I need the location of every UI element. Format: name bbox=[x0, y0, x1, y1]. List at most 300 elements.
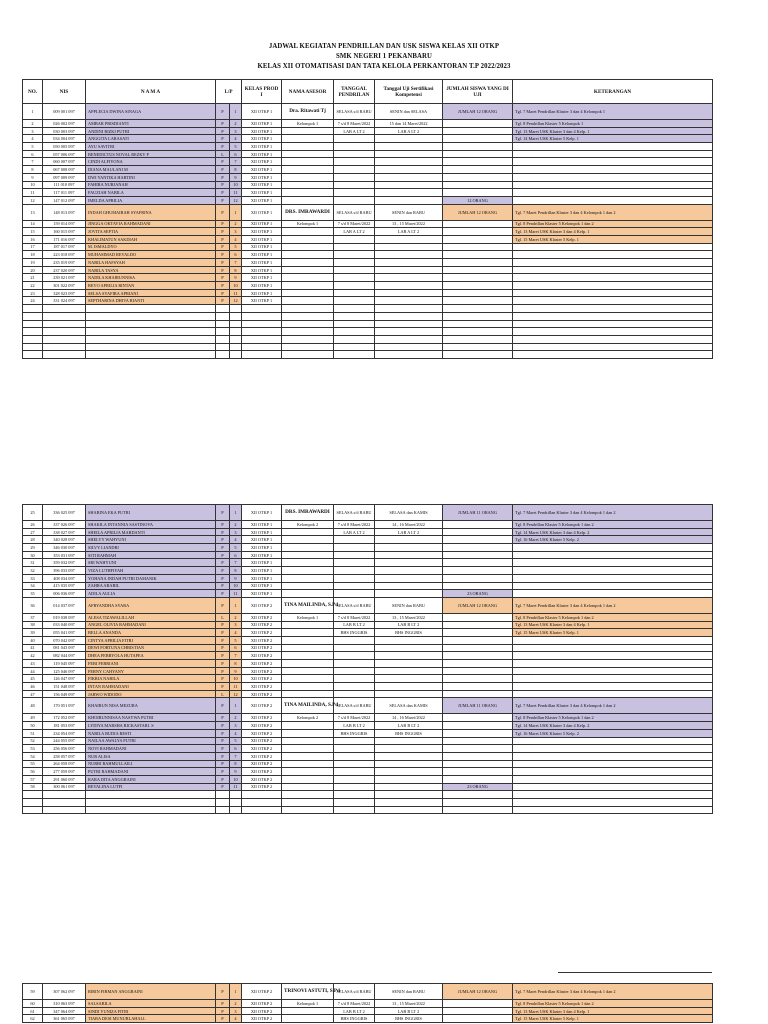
gender-cell: P bbox=[216, 259, 230, 267]
gender-cell: P bbox=[216, 204, 230, 220]
exam-date-cell: 14 , 16 Maret/2022 bbox=[375, 521, 443, 529]
student-name: INDAH GHUMAIRAH SYAFRINA bbox=[86, 204, 216, 220]
assessor-cell bbox=[282, 259, 334, 267]
group-number: 4 bbox=[230, 235, 242, 243]
exam-date-cell: 15 dan 14 Maret/2022 bbox=[375, 120, 443, 128]
gender-cell: L bbox=[216, 150, 230, 158]
row-number: 61 bbox=[23, 1007, 43, 1015]
notes-cell: Tgl. 15 Maret USK Klaster 5 Kelp. 1 bbox=[513, 235, 713, 243]
row-number: 12 bbox=[23, 196, 43, 204]
exam-date-cell: LAB B LT 2 bbox=[375, 722, 443, 730]
empty-cell bbox=[443, 305, 513, 313]
notes-cell bbox=[513, 173, 713, 181]
table-row bbox=[23, 629, 713, 637]
student-count-cell bbox=[443, 574, 513, 582]
student-count-cell bbox=[443, 259, 513, 267]
nis-cell: 160 015 097 bbox=[43, 228, 86, 236]
student-count-cell bbox=[443, 722, 513, 730]
schedule-table-2 bbox=[22, 504, 713, 814]
row-number: 38 bbox=[23, 621, 43, 629]
notes-cell bbox=[513, 251, 713, 259]
exam-date-cell bbox=[375, 150, 443, 158]
empty-cell bbox=[282, 351, 334, 359]
class-cell: XII OTKP 2 bbox=[242, 597, 282, 613]
nis-cell: 119 045 097 bbox=[43, 660, 86, 668]
assessor-cell bbox=[282, 667, 334, 675]
exam-date-cell bbox=[375, 590, 443, 598]
group-number: 12 bbox=[230, 196, 242, 204]
group-number: 2 bbox=[230, 521, 242, 529]
nis-cell: 346 030 097 bbox=[43, 544, 86, 552]
empty-cell bbox=[334, 328, 375, 336]
student-name: INTAN RAHMADANI bbox=[86, 683, 216, 691]
empty-cell bbox=[282, 335, 334, 343]
assessor-cell bbox=[282, 289, 334, 297]
gender-cell: P bbox=[216, 775, 230, 783]
table-row bbox=[23, 173, 713, 181]
nis-cell: 328 023 097 bbox=[43, 289, 86, 297]
empty-cell bbox=[443, 351, 513, 359]
nis-cell: 055 041 097 bbox=[43, 629, 86, 637]
drill-date-cell: BHS INGGRIS bbox=[334, 1015, 375, 1023]
row-number: 11 bbox=[23, 189, 43, 197]
student-name: CINTYA APRILIA FITRI bbox=[86, 636, 216, 644]
nis-cell: 060 007 097 bbox=[43, 158, 86, 166]
student-count-cell bbox=[443, 745, 513, 753]
empty-cell bbox=[86, 305, 216, 313]
student-count-cell bbox=[443, 544, 513, 552]
student-name: REVO APRILIA RINTAN bbox=[86, 282, 216, 290]
empty-cell bbox=[216, 806, 230, 814]
nis-cell: 340 028 097 bbox=[43, 536, 86, 544]
assessor-cell bbox=[282, 644, 334, 652]
group-number: 4 bbox=[230, 729, 242, 737]
student-name: PUTRI RAHMADANI bbox=[86, 768, 216, 776]
exam-date-cell bbox=[375, 760, 443, 768]
empty-cell bbox=[334, 806, 375, 814]
exam-date-cell bbox=[375, 544, 443, 552]
group-number: 2 bbox=[230, 120, 242, 128]
row-number: 14 bbox=[23, 220, 43, 228]
student-count-cell bbox=[443, 551, 513, 559]
group-number: 12 bbox=[230, 297, 242, 305]
assessor-cell bbox=[282, 1015, 334, 1023]
gender-cell: P bbox=[216, 1000, 230, 1008]
notes-cell: Tgl. 8 Pendrillan Klaster 5 Kelompok 1 dan 2 bbox=[513, 613, 713, 621]
gender-cell: P bbox=[216, 1015, 230, 1023]
table-row bbox=[23, 613, 713, 621]
assessor-cell bbox=[282, 551, 334, 559]
empty-cell bbox=[334, 791, 375, 799]
empty-cell bbox=[216, 799, 230, 807]
group-number: 2 bbox=[230, 714, 242, 722]
exam-date-cell bbox=[375, 574, 443, 582]
exam-date-cell bbox=[375, 135, 443, 143]
notes-cell: Tgl. 7 Maret Pendrillan Klaster 3 dan 4 Kelompok 1 dan 2 bbox=[513, 984, 713, 1000]
empty-cell bbox=[513, 328, 713, 336]
title-line-2: SMK NEGERI 1 PEKANBARU bbox=[335, 53, 433, 60]
row-number: 44 bbox=[23, 667, 43, 675]
empty-cell bbox=[242, 806, 282, 814]
student-count-cell bbox=[443, 582, 513, 590]
class-cell: XII OTKP 1 bbox=[242, 251, 282, 259]
empty-cell bbox=[230, 305, 242, 313]
drill-date-cell bbox=[334, 196, 375, 204]
student-name: SRI WAHYUNI bbox=[86, 559, 216, 567]
nis-cell: 235 019 097 bbox=[43, 259, 86, 267]
notes-cell: Tgl. 8 Pendrillan Klaster 5 Kelompok 1 dan 2 bbox=[513, 714, 713, 722]
student-name: NABILA HAFSYAH bbox=[86, 259, 216, 267]
notes-cell bbox=[513, 196, 713, 204]
notes-cell bbox=[513, 590, 713, 598]
nis-cell: 050 005 097 bbox=[43, 143, 86, 151]
row-number: 13 bbox=[23, 204, 43, 220]
gender-cell: P bbox=[216, 274, 230, 282]
group-number: 6 bbox=[230, 251, 242, 259]
notes-cell bbox=[513, 559, 713, 567]
gender-cell: P bbox=[216, 551, 230, 559]
group-number: 7 bbox=[230, 652, 242, 660]
gender-cell: P bbox=[216, 629, 230, 637]
gender-cell: P bbox=[216, 636, 230, 644]
exam-date-cell bbox=[375, 166, 443, 174]
gender-cell: P bbox=[216, 783, 230, 791]
empty-row bbox=[23, 791, 713, 799]
group-number: 10 bbox=[230, 775, 242, 783]
empty-cell bbox=[242, 305, 282, 313]
empty-cell bbox=[23, 791, 43, 799]
drill-date-cell: LAB B LT 2 bbox=[334, 722, 375, 730]
assessor-cell: Dra. Ritawati Tj bbox=[282, 104, 334, 120]
class-cell: XII OTKP 1 bbox=[242, 196, 282, 204]
student-name: FERNY CAHYANY bbox=[86, 667, 216, 675]
table-row bbox=[23, 204, 713, 220]
assessor-cell bbox=[282, 752, 334, 760]
student-count-cell: JUMLAH 12 ORANG bbox=[443, 104, 513, 120]
student-count-cell bbox=[443, 243, 513, 251]
student-name: SHELVY WAHYUNI bbox=[86, 536, 216, 544]
empty-cell bbox=[43, 799, 86, 807]
group-number: 9 bbox=[230, 667, 242, 675]
group-number: 10 bbox=[230, 582, 242, 590]
empty-cell bbox=[282, 806, 334, 814]
assessor-cell bbox=[282, 760, 334, 768]
group-number: 9 bbox=[230, 173, 242, 181]
student-name: KHOIRUNNISAA NASYWA PUTRI bbox=[86, 714, 216, 722]
empty-cell bbox=[86, 320, 216, 328]
class-cell: XII OTKP 1 bbox=[242, 274, 282, 282]
student-name: KHAIRUN NISA MEZURA bbox=[86, 698, 216, 714]
empty-cell bbox=[43, 343, 86, 351]
group-number: 4 bbox=[230, 1015, 242, 1023]
assessor-cell bbox=[282, 251, 334, 259]
assessor-cell: DRS. IMRAWARDI bbox=[282, 204, 334, 220]
group-number: 6 bbox=[230, 745, 242, 753]
exam-date-cell bbox=[375, 559, 443, 567]
nis-cell: 408 034 097 bbox=[43, 574, 86, 582]
table-row bbox=[23, 752, 713, 760]
notes-cell bbox=[513, 181, 713, 189]
assessor-cell bbox=[282, 783, 334, 791]
empty-cell bbox=[216, 343, 230, 351]
drill-date-cell bbox=[334, 251, 375, 259]
drill-date-cell: SELASA s/d RABU bbox=[334, 597, 375, 613]
row-number: 8 bbox=[23, 166, 43, 174]
assessor-cell bbox=[282, 536, 334, 544]
notes-cell: Tgl. 7 Maret Pendrillan Klaster 3 dan 4 Kelompok 1 bbox=[513, 104, 713, 120]
group-number: 4 bbox=[230, 135, 242, 143]
empty-cell bbox=[242, 320, 282, 328]
exam-date-cell: LAB A LT 2 bbox=[375, 127, 443, 135]
notes-cell bbox=[513, 567, 713, 575]
group-number: 8 bbox=[230, 760, 242, 768]
header-lp: L/P bbox=[216, 80, 242, 104]
drill-date-cell bbox=[334, 173, 375, 181]
gender-cell: P bbox=[216, 181, 230, 189]
exam-date-cell: 13 , 15 Maret/2022 bbox=[375, 220, 443, 228]
class-cell: XII OTKP 2 bbox=[242, 629, 282, 637]
drill-date-cell: LAB A LT 2 bbox=[334, 228, 375, 236]
table-row bbox=[23, 505, 713, 521]
empty-cell bbox=[282, 320, 334, 328]
group-number: 11 bbox=[230, 289, 242, 297]
empty-cell bbox=[216, 791, 230, 799]
row-number: 3 bbox=[23, 127, 43, 135]
empty-cell bbox=[282, 799, 334, 807]
row-number: 55 bbox=[23, 760, 43, 768]
gender-cell: P bbox=[216, 760, 230, 768]
student-name: DIANA MAULANI M bbox=[86, 166, 216, 174]
empty-cell bbox=[230, 335, 242, 343]
group-number: 5 bbox=[230, 636, 242, 644]
empty-cell bbox=[513, 343, 713, 351]
empty-cell bbox=[334, 343, 375, 351]
student-name: JARWO WIDODO bbox=[86, 690, 216, 698]
table-row bbox=[23, 521, 713, 529]
notes-cell bbox=[513, 544, 713, 552]
row-number: 22 bbox=[23, 282, 43, 290]
empty-cell bbox=[242, 328, 282, 336]
class-cell: XII OTKP 1 bbox=[242, 559, 282, 567]
drill-date-cell bbox=[334, 737, 375, 745]
student-name: AMBAR PRISDIANTI bbox=[86, 120, 216, 128]
nis-cell: 234 054 097 bbox=[43, 729, 86, 737]
gender-cell: P bbox=[216, 559, 230, 567]
row-number: 9 bbox=[23, 173, 43, 181]
group-number: 1 bbox=[230, 204, 242, 220]
student-count-cell: JUMLAH 12 ORANG bbox=[443, 984, 513, 1000]
nis-cell: 347 064 097 bbox=[43, 1007, 86, 1015]
drill-date-cell bbox=[334, 752, 375, 760]
notes-cell bbox=[513, 574, 713, 582]
notes-cell bbox=[513, 667, 713, 675]
student-count-cell bbox=[443, 127, 513, 135]
row-number: 16 bbox=[23, 235, 43, 243]
gender-cell: P bbox=[216, 536, 230, 544]
empty-cell bbox=[334, 799, 375, 807]
student-count-cell bbox=[443, 629, 513, 637]
gender-cell: P bbox=[216, 135, 230, 143]
notes-cell bbox=[513, 683, 713, 691]
empty-cell bbox=[375, 312, 443, 320]
student-count-cell bbox=[443, 266, 513, 274]
class-cell: XII OTKP 1 bbox=[242, 544, 282, 552]
row-number: 30 bbox=[23, 551, 43, 559]
nis-cell: 033 040 097 bbox=[43, 621, 86, 629]
header-uji: Tanggal Uji Sertifikasi Kompetensi bbox=[375, 80, 443, 104]
assessor-cell: Kelompok 1 bbox=[282, 120, 334, 128]
notes-cell bbox=[513, 166, 713, 174]
group-number: 11 bbox=[230, 189, 242, 197]
exam-date-cell: BHS INGGRIS bbox=[375, 629, 443, 637]
notes-cell: Tgl. 8 Pendrillan Klaster 5 Kelompok 1 bbox=[513, 120, 713, 128]
empty-cell bbox=[334, 320, 375, 328]
empty-cell bbox=[375, 351, 443, 359]
exam-date-cell bbox=[375, 675, 443, 683]
exam-date-cell bbox=[375, 775, 443, 783]
header-tanggal: TANGGAL PENDRILAN bbox=[334, 80, 375, 104]
exam-date-cell bbox=[375, 274, 443, 282]
separator-line bbox=[558, 972, 712, 973]
table-row bbox=[23, 544, 713, 552]
group-number: 11 bbox=[230, 590, 242, 598]
student-name: REVALINA LUTFI bbox=[86, 783, 216, 791]
class-cell: XII OTKP 1 bbox=[242, 243, 282, 251]
student-name: TIARA DESI MUNURLAHALL bbox=[86, 1015, 216, 1023]
student-count-cell bbox=[443, 143, 513, 151]
group-number: 3 bbox=[230, 722, 242, 730]
nis-cell: 026 002 097 bbox=[43, 120, 86, 128]
table-row bbox=[23, 567, 713, 575]
group-number: 4 bbox=[230, 629, 242, 637]
gender-cell: P bbox=[216, 667, 230, 675]
table-row bbox=[23, 1007, 713, 1015]
class-cell: XII OTKP 2 bbox=[242, 675, 282, 683]
group-number: 5 bbox=[230, 737, 242, 745]
student-name: RARA DITA ANGGRAINI bbox=[86, 775, 216, 783]
empty-cell bbox=[443, 328, 513, 336]
drill-date-cell: 7 s/d 8 Maret/2022 bbox=[334, 1000, 375, 1008]
gender-cell: L bbox=[216, 613, 230, 621]
table-row bbox=[23, 590, 713, 598]
empty-cell bbox=[23, 351, 43, 359]
gender-cell: P bbox=[216, 521, 230, 529]
notes-cell bbox=[513, 768, 713, 776]
group-number: 4 bbox=[230, 536, 242, 544]
empty-cell bbox=[23, 799, 43, 807]
empty-cell bbox=[43, 335, 86, 343]
exam-date-cell bbox=[375, 768, 443, 776]
assessor-cell bbox=[282, 590, 334, 598]
student-count-cell bbox=[443, 768, 513, 776]
class-cell: XII OTKP 1 bbox=[242, 189, 282, 197]
assessor-cell: Kelompok 1 bbox=[282, 220, 334, 228]
row-number: 54 bbox=[23, 752, 43, 760]
notes-cell bbox=[513, 644, 713, 652]
table-row bbox=[23, 289, 713, 297]
exam-date-cell: 13 , 15 Maret/2022 bbox=[375, 1000, 443, 1008]
drill-date-cell bbox=[334, 551, 375, 559]
empty-cell bbox=[242, 312, 282, 320]
notes-cell: Tgl. 14 Maret USK Klaster 5 Kelp. 1 bbox=[513, 135, 713, 143]
header-asesor: NAMA ASESOR bbox=[282, 80, 334, 104]
student-count-cell bbox=[443, 1015, 513, 1023]
assessor-cell bbox=[282, 243, 334, 251]
exam-date-cell bbox=[375, 536, 443, 544]
empty-row bbox=[23, 305, 713, 313]
gender-cell: P bbox=[216, 173, 230, 181]
assessor-cell: Kelompok 2 bbox=[282, 714, 334, 722]
drill-date-cell bbox=[334, 660, 375, 668]
assessor-cell bbox=[282, 544, 334, 552]
nis-cell: 291 060 097 bbox=[43, 775, 86, 783]
student-count-cell bbox=[443, 675, 513, 683]
class-cell: XII OTKP 2 bbox=[242, 652, 282, 660]
empty-cell bbox=[375, 791, 443, 799]
assessor-cell: TINA MAILINDA, S.Pd bbox=[282, 597, 334, 613]
class-cell: XII OTKP 2 bbox=[242, 729, 282, 737]
schedule-table-1 bbox=[22, 79, 713, 359]
empty-cell bbox=[242, 791, 282, 799]
nis-cell: 264 058 097 bbox=[43, 760, 86, 768]
nis-cell: 359 032 097 bbox=[43, 559, 86, 567]
table-row bbox=[23, 683, 713, 691]
assessor-cell: Kelompok 1 bbox=[282, 613, 334, 621]
class-cell: XII OTKP 1 bbox=[242, 590, 282, 598]
student-count-cell: 23 ORANG bbox=[443, 590, 513, 598]
empty-cell bbox=[230, 791, 242, 799]
exam-date-cell bbox=[375, 567, 443, 575]
group-number: 12 bbox=[230, 690, 242, 698]
class-cell: XII OTKP 2 bbox=[242, 683, 282, 691]
assessor-cell: Kelompok 1 bbox=[282, 1000, 334, 1008]
drill-date-cell bbox=[334, 150, 375, 158]
drill-date-cell bbox=[334, 235, 375, 243]
exam-date-cell: SENIN dan RABU bbox=[375, 204, 443, 220]
nis-cell: 300 061 097 bbox=[43, 783, 86, 791]
empty-cell bbox=[242, 351, 282, 359]
drill-date-cell: 7 s/d 8 Maret/2022 bbox=[334, 220, 375, 228]
drill-date-cell bbox=[334, 783, 375, 791]
exam-date-cell bbox=[375, 783, 443, 791]
class-cell: XII OTKP 1 bbox=[242, 282, 282, 290]
assessor-cell bbox=[282, 189, 334, 197]
row-number: 10 bbox=[23, 181, 43, 189]
student-name: SALSABILA bbox=[86, 1000, 216, 1008]
nis-cell: 258 057 097 bbox=[43, 752, 86, 760]
student-name: NUR ALISA bbox=[86, 752, 216, 760]
assessor-cell bbox=[282, 629, 334, 637]
table-row bbox=[23, 251, 713, 259]
group-number: 1 bbox=[230, 597, 242, 613]
nis-cell: 070 042 097 bbox=[43, 636, 86, 644]
row-number: 41 bbox=[23, 644, 43, 652]
notes-cell bbox=[513, 259, 713, 267]
student-name: SELSA SYAFIRA APRIANI bbox=[86, 289, 216, 297]
group-number: 9 bbox=[230, 274, 242, 282]
drill-date-cell bbox=[334, 574, 375, 582]
gender-cell: P bbox=[216, 120, 230, 128]
exam-date-cell: 14 , 16 Maret/2022 bbox=[375, 714, 443, 722]
table-row bbox=[23, 528, 713, 536]
table-row bbox=[23, 220, 713, 228]
empty-cell bbox=[375, 328, 443, 336]
group-number: 1 bbox=[230, 505, 242, 521]
nis-cell: 170 051 097 bbox=[43, 698, 86, 714]
student-name: AYU SAVITRI bbox=[86, 143, 216, 151]
class-cell: XII OTKP 1 bbox=[242, 536, 282, 544]
exam-date-cell: BHS INGGRIS bbox=[375, 1015, 443, 1023]
